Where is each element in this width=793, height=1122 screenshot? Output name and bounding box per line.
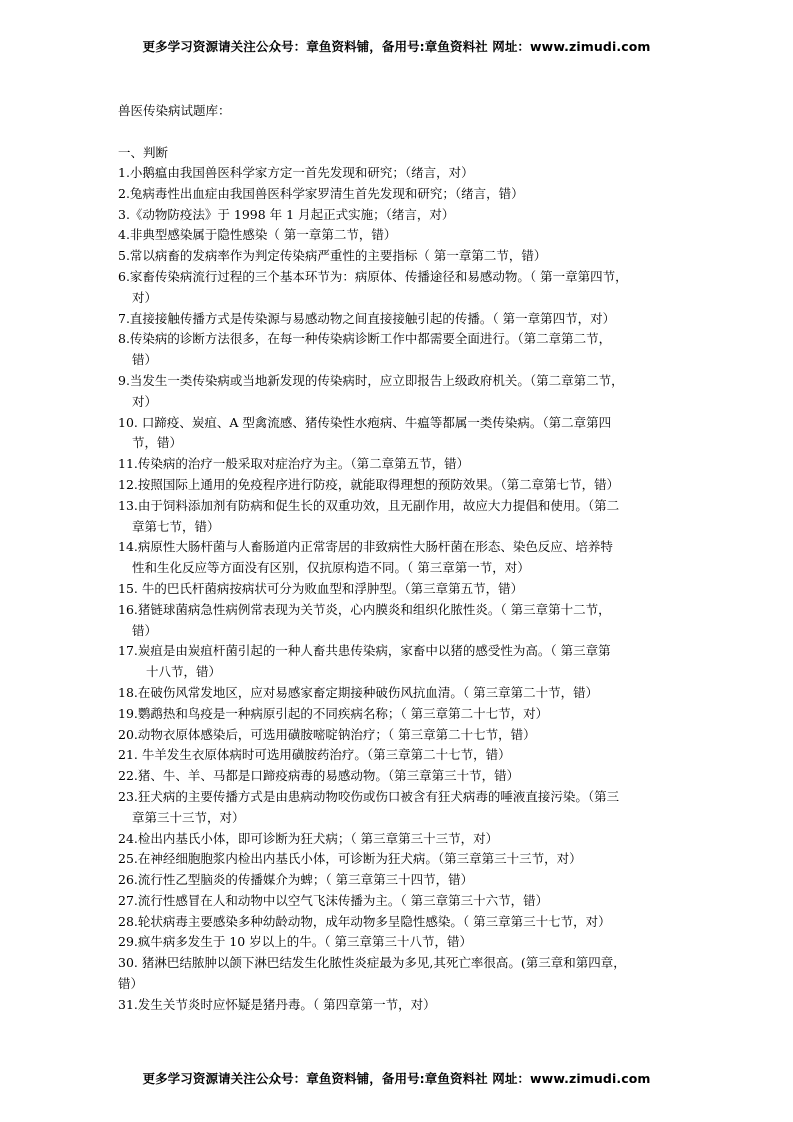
question-text: 19.鹦鹉热和鸟疫是一种病原引起的不同疾病名称；（ 第三章第二十七节，对） [118,705,549,721]
question-item [118,225,678,246]
document-title: 兽医传染病试题库： [118,103,231,118]
question-text: 30. 猪淋巴结脓肿以颌下淋巴结发生化脓性炎症最为多见,其死亡率很高。(第三章和第四章， [118,955,626,971]
question-item [118,329,678,371]
question-item [118,246,678,267]
question-item [118,766,678,787]
question-item [118,912,678,933]
question-item [118,704,678,725]
question-item [118,953,678,995]
question-item [118,309,678,330]
question-text: 4.非典型感染属于隐性感染（ 第一章第二节，错） [118,227,397,243]
question-item [118,849,678,870]
question-text: 22.猪、牛、羊、马都是口蹄疫病毒的易感动物。（第三章第三十节，错） [118,768,520,784]
question-text: 3.《动物防疫法》于 1998 年 1 月起正式实施；（绪言，对） [118,206,455,222]
question-item [118,745,678,766]
question-text: 8.传染病的诊断方法很多，在每一种传染病诊断工作中都需要全面进行。（第二章第二节， [118,331,612,347]
question-text-continued: 性和生化反应等方面没有区别，仅抗原构造不同。（ 第三章第一节，对） [132,560,530,576]
question-text: 14.病原性大肠杆菌与人畜肠道内正常寄居的非致病性大肠杆菌在形态、染色反应、培养特 [118,539,613,555]
question-text: 27.流行性感冒在人和动物中以空气飞沫传播为主。（ 第三章第三十六节，错） [118,892,549,908]
question-item [118,371,678,413]
question-text: 11.传染病的治疗一般采取对症治疗为主。（第二章第五节，错） [118,456,470,472]
question-item [118,683,678,704]
question-item [118,475,678,496]
question-item [118,787,678,829]
question-text: 5.常以病畜的发病率作为判定传染病严重性的主要指标（ 第一章第二节，错） [118,248,547,264]
question-text: 23.狂犬病的主要传播方式是由患病动物咬伤或伤口被含有狂犬病毒的唾液直接污染。（第三 [118,788,620,804]
document-body [118,100,678,1016]
question-text: 20.动物衣原体感染后，可选用磺胺嘧啶钠治疗；（ 第三章第二十七节，错） [118,726,536,742]
question-item [118,870,678,891]
question-text-continued: 十八节，错） [146,664,222,680]
question-text-continued: 错） [132,352,158,368]
question-text: 13.由于饲料添加剂有防病和促生长的双重功效，且无副作用，故应大力提倡和使用。（第二 [118,497,620,513]
question-text: 25.在神经细胞胞浆内检出内基氏小体，可诊断为狂犬病。（第三章第三十三节，对） [118,851,582,867]
question-item [118,184,678,205]
question-text-continued: 错） [118,976,144,992]
question-text: 26.流行性乙型脑炎的传播媒介为蜱；（ 第三章第三十四节，错） [118,872,474,888]
question-text: 6.家畜传染病流行过程的三个基本环节为：病原体、传播途径和易感动物。（ 第一章第四节， [118,268,628,284]
question-text: 28.轮状病毒主要感染多种幼龄动物，成年动物多呈隐性感染。（ 第三章第三十七节，对） [118,913,611,929]
question-text: 17.炭疽是由炭疽杆菌引起的一种人畜共患传染病，家畜中以猪的感受性为高。（ 第三章第 [118,643,611,659]
question-item [118,267,678,309]
question-text: 31.发生关节炎时应怀疑是猪丹毒。（ 第四章第一节，对） [118,996,436,1012]
question-text-continued: 对） [132,393,158,409]
question-item [118,163,678,184]
question-item [118,205,678,226]
question-text: 15. 牛的巴氏杆菌病按病状可分为败血型和浮肿型。（第三章第五节，错） [118,580,524,596]
page-footer: 更多学习资源请关注公众号：章鱼资料铺，备用号:章鱼资料社 网址：www.zimudi.com [142,1071,651,1086]
question-item [118,413,678,455]
question-item [118,496,678,538]
question-text: 7.直接接触传播方式是传染源与易感动物之间直接接触引起的传播。（ 第一章第四节，对） [118,310,616,326]
question-text: 12.按照国际上通用的免疫程序进行防疫，就能取得理想的预防效果。（第二章第七节，错） [118,476,620,492]
question-text-continued: 错） [132,622,158,638]
question-item [118,600,678,642]
question-item [118,537,678,579]
question-text: 9.当发生一类传染病或当地新发现的传染病时，应立即报告上级政府机关。（第二章第二节， [118,372,624,388]
question-item [118,454,678,475]
question-item [118,932,678,953]
question-text: 18.在破伤风常发地区，应对易感家畜定期接种破伤风抗血清。（ 第三章第二十节，错） [118,684,599,700]
question-text: 21. 牛羊发生衣原体病时可选用磺胺药治疗。（第三章第二十七节，错） [118,747,511,763]
question-text-continued: 章第七节，错） [132,518,220,534]
question-text: 1.小鹅瘟由我国兽医科学家方定一首先发现和研究；（绪言，对） [118,165,474,180]
question-text: 2.兔病毒性出血症由我国兽医科学家罗清生首先发现和研究；（绪言，错） [118,185,524,201]
question-list [118,163,678,1016]
question-text-continued: 节，错） [132,435,183,451]
question-text: 24.检出内基氏小体，即可诊断为狂犬病；（ 第三章第三十三节，对） [118,830,499,846]
question-text-continued: 章第三十三节，对） [132,809,245,825]
question-text: 16.猪链球菌病急性病例常表现为关节炎，心内膜炎和组织化脓性炎。（ 第三章第十二节， [118,601,611,617]
question-text: 10. 口蹄疫、炭疽、A 型禽流感、猪传染性水疱病、牛瘟等都属一类传染病。（第二章第四 [118,414,612,430]
question-item [118,829,678,850]
question-item [118,891,678,912]
question-item [118,725,678,746]
question-item [118,641,678,683]
question-text: 29.疯牛病多发生于 10 岁以上的牛。（ 第三章第三十八节，错） [118,934,472,950]
question-item [118,579,678,600]
question-item [118,995,678,1016]
section-heading: 一、判断 [118,145,169,160]
question-text-continued: 对） [132,289,158,305]
page-header: 更多学习资源请关注公众号：章鱼资料铺，备用号:章鱼资料社 网址：www.zimudi.com [142,39,651,54]
